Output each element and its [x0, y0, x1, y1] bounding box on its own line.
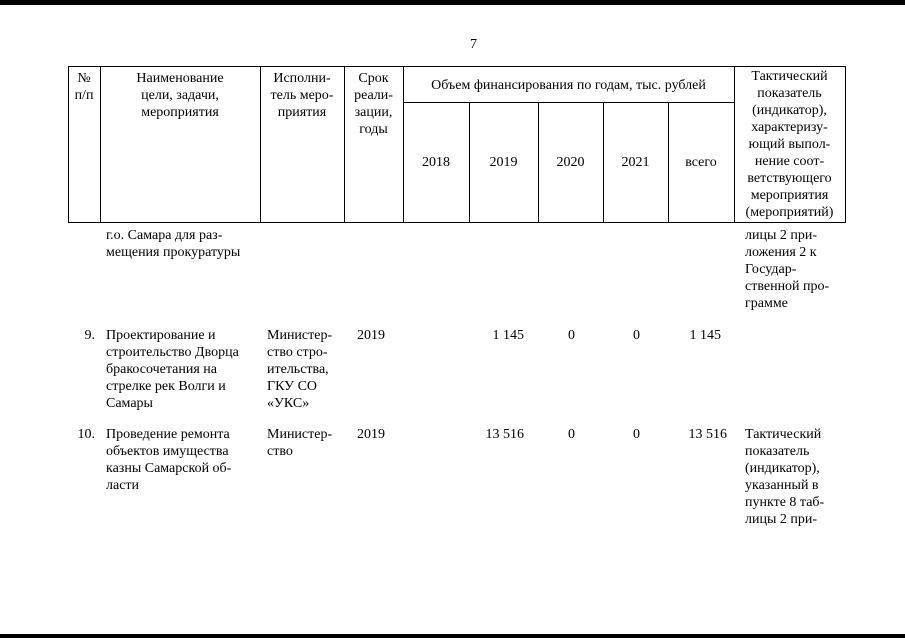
row-number: 9.: [84, 328, 95, 343]
header-number: № п/п: [74, 71, 94, 103]
row-number: 10.: [77, 427, 95, 442]
header-year-2019: 2019: [489, 155, 518, 170]
header-executor: Исполни- тель меро- приятия: [270, 71, 334, 120]
header-indicator: Тактический показатель (индикатор), характеризу- ющий выпол- нение соот- ветствующего мероприятия (мероприятий): [745, 69, 834, 220]
row-indicator: Тактический показатель (индикатор), указанный в пункте 8 таб- лицы 2 при-: [745, 427, 825, 527]
row-executor: Министер- ство: [267, 427, 333, 459]
header-total: всего: [685, 155, 717, 170]
bottom-border: [0, 634, 905, 638]
row-value-2020: 0: [568, 328, 575, 343]
row-value-2019: 1 145: [492, 328, 524, 343]
row-total: 13 516: [688, 427, 727, 442]
row-name: Проектирование и строительство Дворца бракосочетания на стрелке рек Волги и Самары: [106, 328, 239, 411]
header-name: Наименование цели, задачи, мероприятия: [136, 71, 224, 120]
header-year-2020: 2020: [556, 155, 585, 170]
row-name: Проведение ремонта объектов имущества казны Самарской об- ласти: [106, 427, 232, 493]
header-finance: Объем финансирования по годам, тыс. рублей: [431, 78, 706, 93]
row-term: 2019: [357, 427, 385, 442]
row-term: 2019: [357, 328, 385, 343]
continuation-name: г.о. Самара для раз- мещения прокуратуры: [106, 228, 241, 260]
header-year-2018: 2018: [422, 155, 450, 170]
continuation-indicator: лицы 2 при- ложения 2 к Государ- ственной про- грамме: [745, 228, 830, 311]
row-value-2021: 0: [633, 328, 640, 343]
top-border: [0, 0, 905, 5]
header-term: Срок реали- зации, годы: [354, 71, 393, 137]
row-value-2019: 13 516: [485, 427, 524, 442]
row-total: 1 145: [689, 328, 721, 343]
row-executor: Министер- ство стро- ительства, ГКУ СО «УКС»: [267, 328, 333, 411]
row-value-2021: 0: [633, 427, 640, 442]
page-number: 7: [470, 37, 477, 52]
header-year-2021: 2021: [621, 155, 650, 170]
row-value-2020: 0: [568, 427, 575, 442]
